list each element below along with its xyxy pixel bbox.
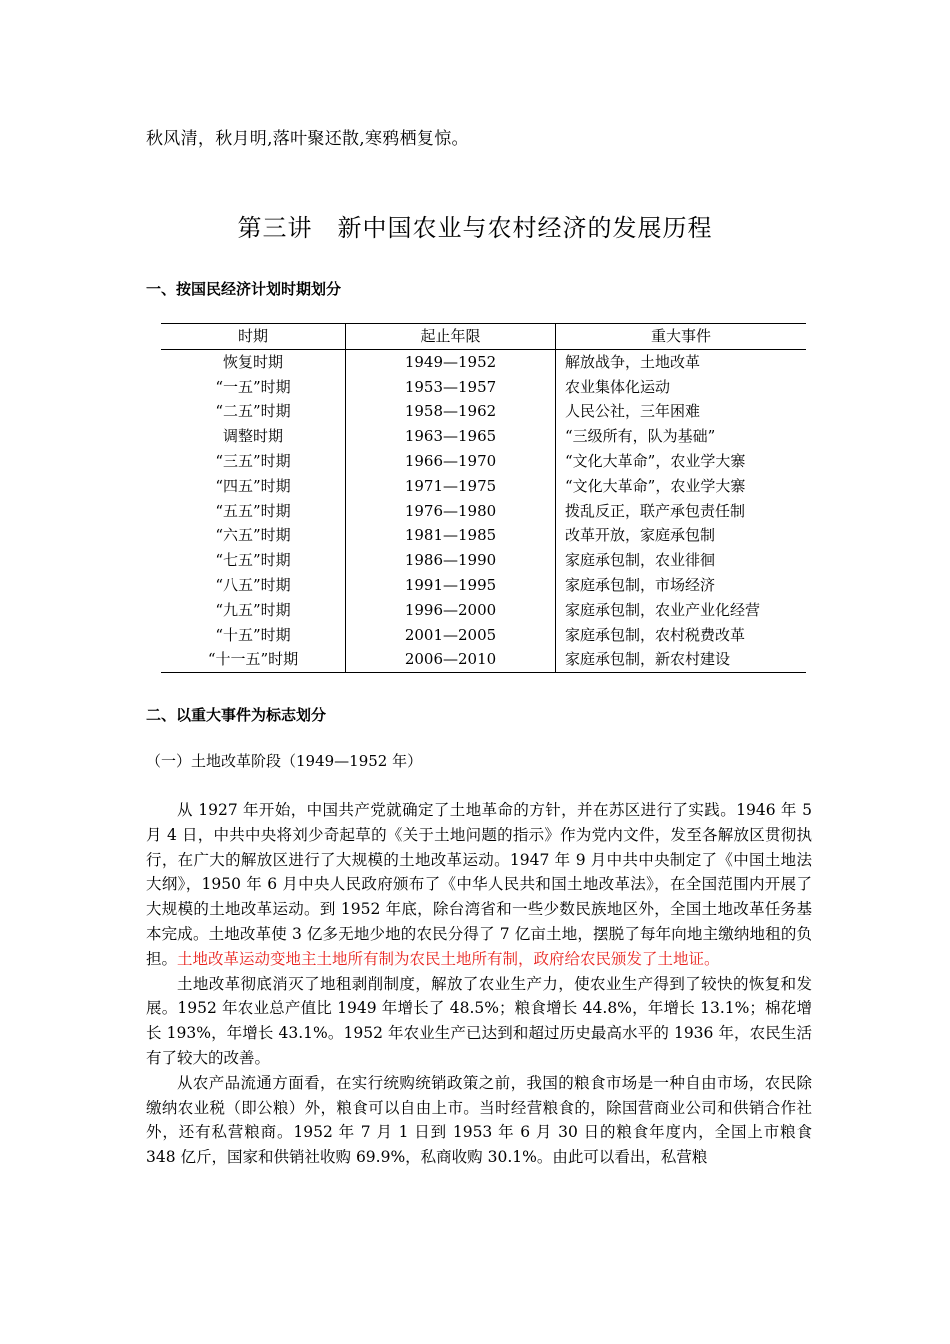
cell-event: “文化大革命”，农业学大寨 [565, 451, 746, 470]
table-row [161, 573, 806, 598]
table-row [161, 449, 806, 474]
header-years: 起止年限 [346, 324, 556, 350]
section1-heading: 一、按国民经济计划时期划分 [146, 280, 342, 298]
cell-period: “三五”时期 [161, 449, 346, 474]
cell-event: 拨乱反正，联产承包责任制 [565, 501, 746, 520]
cell-years: 1963—1965 [346, 424, 556, 449]
header-event: 重大事件 [556, 324, 807, 350]
table-row [161, 375, 806, 400]
table-row [161, 349, 806, 374]
cell-period: 恢复时期 [161, 349, 346, 374]
cell-event: 家庭承包制，农村税费改革 [565, 625, 746, 644]
cell-years: 2006—2010 [346, 647, 556, 672]
cell-years: 1966—1970 [346, 449, 556, 474]
cell-event: 家庭承包制，农业徘徊 [565, 551, 716, 570]
cell-years: 1996—2000 [346, 598, 556, 623]
table-row [161, 647, 806, 672]
cell-years: 1953—1957 [346, 375, 556, 400]
cell-years: 1976—1980 [346, 499, 556, 524]
header-period: 时期 [161, 324, 346, 350]
cell-period: “六五”时期 [161, 523, 346, 548]
cell-period: “七五”时期 [161, 548, 346, 573]
cell-years: 1958—1962 [346, 399, 556, 424]
cell-period: “十五”时期 [161, 623, 346, 648]
table-row [161, 499, 806, 524]
cell-event: 农业集体化运动 [565, 377, 671, 396]
cell-period: “十一五”时期 [161, 647, 346, 672]
cell-event: “文化大革命”，农业学大寨 [565, 476, 746, 495]
cell-period: “二五”时期 [161, 399, 346, 424]
paragraph-text: 从 1927 年开始，中国共产党就确定了土地革命的方针，并在苏区进行了实践。1946 年 5 月 4 日，中共中央将刘少奇起草的《关于土地问题的指示》作为党内文件，发至各解放区贯彻执行，在广大的解放区进行了大规模的土地改革运动。1947 年 9 月中共中央制定了《中国土地法大纲》，1950 年 6 月中央人民政府颁布了《中华人民共和国土地改革法》，在全国范围内开展了大规模的土地改革运动。到 1952 年底，除台湾省和一些少数民族地区外，全国土地改革任务基本完成。土地改革使 3 亿多无地少地的农民分得了 7 亿亩土地，摆脱了每年向地主缴纳地租的负担。 [146, 801, 812, 968]
cell-event: 人民公社，三年困难 [565, 402, 701, 421]
table-row [161, 598, 806, 623]
poem-line: 秋风清，秋月明,落叶聚还散,寒鸦栖复惊。 [146, 129, 469, 149]
table-row [161, 424, 806, 449]
paragraph: 从农产品流通方面看，在实行统购统销政策之前，我国的粮食市场是一种自由市场，农民除缴纳农业税（即公粮）外，粮食可以自由上市。当时经营粮食的，除国营商业公司和供销合作社外，还有私营粮商。1952 年 7 月 1 日到 1953 年 6 月 30 日的粮食年度内，全国上市粮食 348 亿斤，国家和供销社收购 69.9%，私商收购 30.1%。由此可以看出，私营粮 [146, 1073, 812, 1167]
cell-years: 1971—1975 [346, 474, 556, 499]
cell-period: “八五”时期 [161, 573, 346, 598]
subsection-heading: （一）土地改革阶段（1949—1952 年） [146, 752, 423, 770]
cell-period: “一五”时期 [161, 375, 346, 400]
cell-event: “三级所有，队为基础” [565, 427, 716, 446]
cell-event: 家庭承包制，市场经济 [565, 575, 716, 594]
cell-period: “四五”时期 [161, 474, 346, 499]
table-row [161, 399, 806, 424]
cell-years: 1949—1952 [346, 349, 556, 374]
table-row [161, 474, 806, 499]
cell-years: 1981—1985 [346, 523, 556, 548]
cell-event: 解放战争，土地改革 [565, 352, 701, 371]
cell-period: 调整时期 [161, 424, 346, 449]
cell-period: “九五”时期 [161, 598, 346, 623]
periods-table [161, 323, 806, 673]
paragraph [146, 798, 812, 972]
body-text [146, 798, 812, 1170]
cell-event: 家庭承包制，农业产业化经营 [565, 600, 761, 619]
highlighted-text: 土地改革运动变地主土地所有制为农民土地所有制，政府给农民颁发了土地证。 [177, 949, 720, 968]
section2-heading: 二、以重大事件为标志划分 [146, 706, 327, 724]
cell-period: “五五”时期 [161, 499, 346, 524]
table-header-row [161, 324, 806, 350]
cell-event: 改革开放，家庭承包制 [565, 526, 716, 545]
cell-years: 2001—2005 [346, 623, 556, 648]
lecture-title: 第三讲 新中国农业与农村经济的发展历程 [237, 214, 713, 242]
cell-years: 1986—1990 [346, 548, 556, 573]
table-row [161, 548, 806, 573]
cell-years: 1991—1995 [346, 573, 556, 598]
paragraph: 土地改革彻底消灭了地租剥削制度，解放了农业生产力，使农业生产得到了较快的恢复和发展。1952 年农业总产值比 1949 年增长了 48.5%；粮食增长 44.8%，年增长 13.1%；棉花增长 193%，年增长 43.1%。1952 年农业生产已达到和超过历史最高水平的 1936 年，农民生活有了较大的改善。 [146, 974, 812, 1067]
table-row [161, 623, 806, 648]
cell-event: 家庭承包制，新农村建设 [556, 647, 807, 672]
table-row [161, 523, 806, 548]
